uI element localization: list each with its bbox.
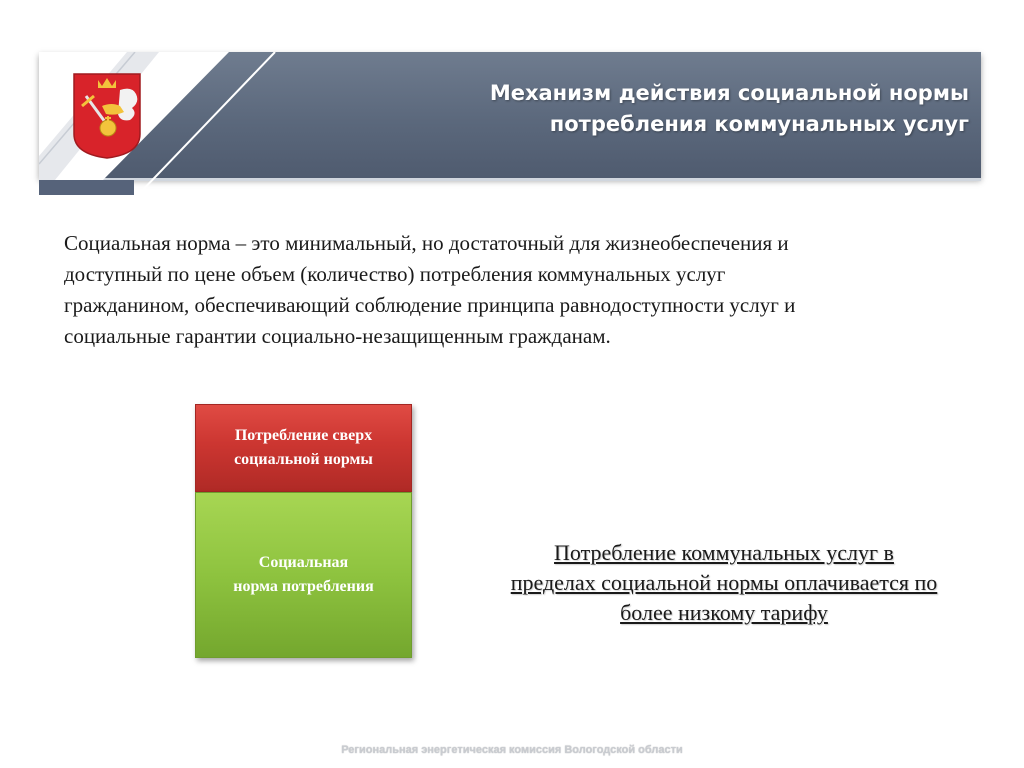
tariff-note-line-3: более низкому тарифу xyxy=(620,600,828,625)
above-norm-label-line-1: Потребление сверх xyxy=(234,427,373,444)
definition-paragraph xyxy=(64,228,974,352)
social-norm-label-line-2: норма потребления xyxy=(233,578,374,595)
coat-of-arms-icon xyxy=(72,72,142,160)
above-norm-label-line-2: социальной нормы xyxy=(234,451,373,468)
tariff-note-line-1: Потребление коммунальных услуг в xyxy=(554,540,894,565)
above-norm-box xyxy=(195,404,412,492)
slide-title-line-2: потребления коммунальных услуг xyxy=(549,112,969,136)
slide-title xyxy=(349,78,969,140)
tariff-note xyxy=(468,538,980,628)
definition-line: доступный по цене объем (количество) потребления коммунальных услуг xyxy=(64,262,726,286)
definition-line: Социальная норма – это минимальный, но достаточный для жизнеобеспечения и xyxy=(64,231,789,255)
social-norm-box xyxy=(195,492,412,658)
footer-text: Региональная энергетическая комиссия Вологодской области xyxy=(341,744,683,756)
social-norm-label-line-1: Социальная xyxy=(258,554,349,571)
tariff-note-line-2: пределах социальной нормы оплачивается по xyxy=(510,570,938,595)
slide-title-line-1: Механизм действия социальной нормы xyxy=(489,81,969,105)
definition-line: гражданином, обеспечивающий соблюдение принципа равнодоступности услуг и xyxy=(64,293,796,317)
definition-line: социальные гарантии социально-незащищенным гражданам. xyxy=(64,324,611,348)
